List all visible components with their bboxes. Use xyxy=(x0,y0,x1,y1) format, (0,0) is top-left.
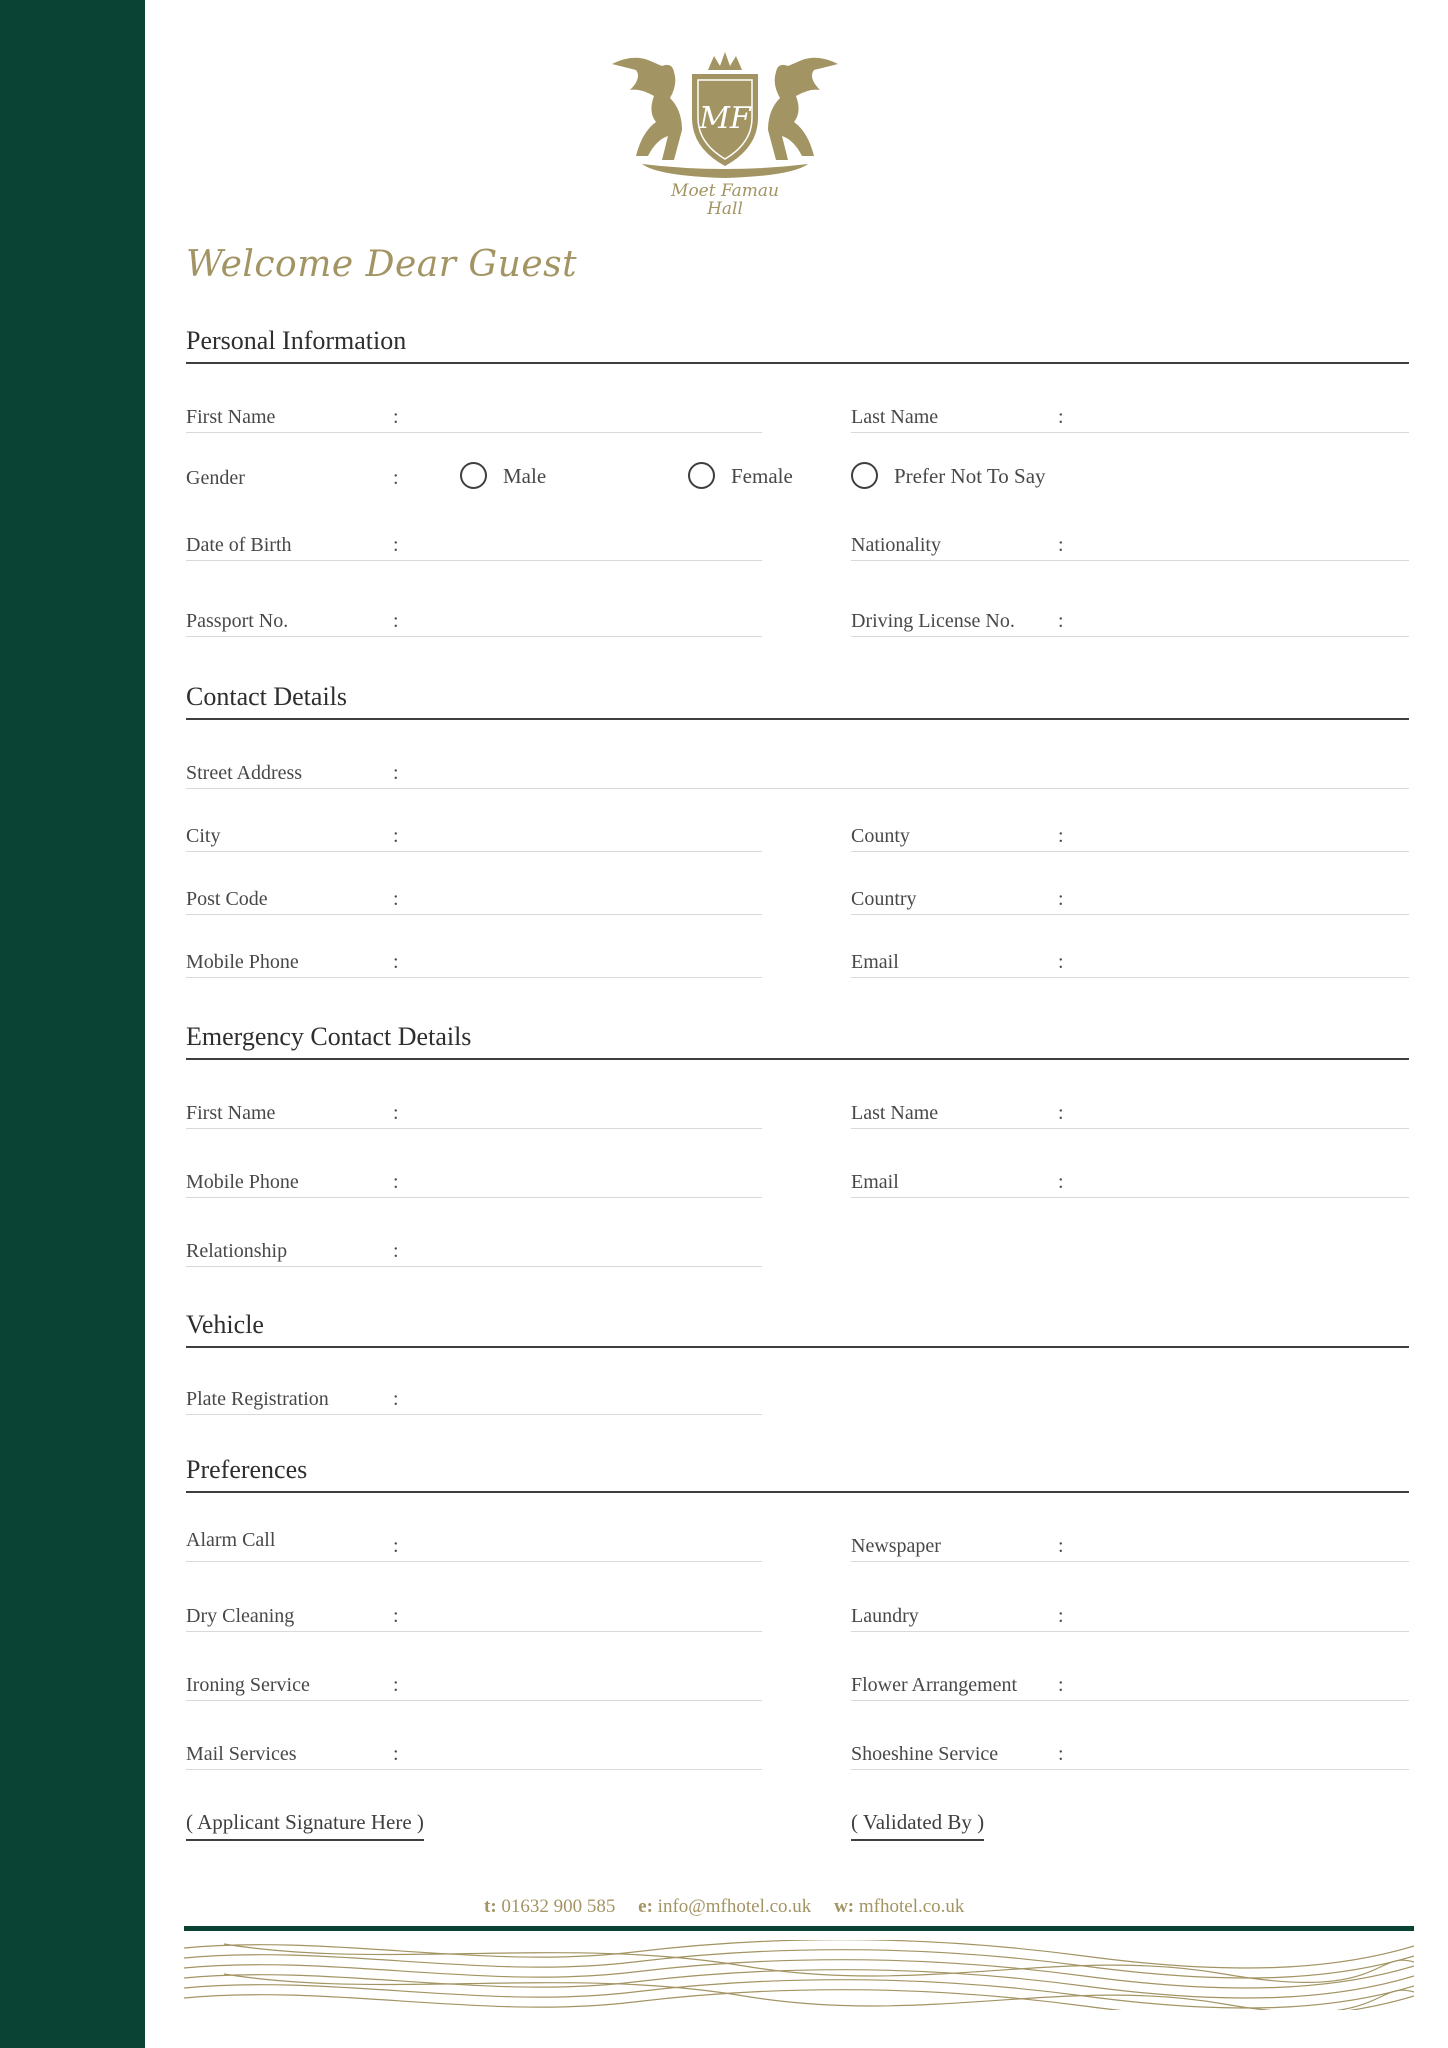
emergency-last-name-field[interactable]: Last Name : xyxy=(851,1104,1409,1129)
section-title: Vehicle xyxy=(186,1310,264,1339)
sidebar-band xyxy=(0,0,145,2048)
footer-rule xyxy=(184,1926,1414,1931)
shoeshine-service-field[interactable]: Shoeshine Service : xyxy=(851,1745,1409,1770)
gender-label: Gender xyxy=(186,467,245,489)
laundry-field[interactable]: Laundry : xyxy=(851,1607,1409,1632)
date-of-birth-field[interactable]: Date of Birth : xyxy=(186,536,762,561)
decorative-wave-pattern xyxy=(184,1940,1414,2010)
footer-website: mfhotel.co.uk xyxy=(858,1896,965,1917)
radio-circle[interactable] xyxy=(460,462,487,489)
last-name-field[interactable]: Last Name : xyxy=(851,408,1409,433)
radio-circle[interactable] xyxy=(851,462,878,489)
mobile-phone-field[interactable]: Mobile Phone : xyxy=(186,953,762,978)
field-label: Alarm Call xyxy=(186,1529,276,1551)
section-title: Personal Information xyxy=(186,326,407,355)
field-label: Nationality xyxy=(851,534,941,556)
radio-label: Male xyxy=(503,464,547,488)
section-vehicle xyxy=(186,1306,1409,1348)
field-label: Relationship xyxy=(186,1240,288,1262)
field-label: Shoeshine Service xyxy=(851,1743,999,1765)
field-label: Last Name xyxy=(851,1102,939,1124)
emergency-mobile-field[interactable]: Mobile Phone : xyxy=(186,1173,762,1198)
field-label: Newspaper xyxy=(851,1535,941,1557)
city-field[interactable]: City : xyxy=(186,827,762,852)
web-label: w: xyxy=(834,1896,855,1917)
field-label: Email xyxy=(851,951,899,973)
driving-license-field[interactable]: Driving License No. : xyxy=(851,612,1409,637)
section-title: Emergency Contact Details xyxy=(186,1022,472,1051)
logo-name-line2: Hall xyxy=(707,199,743,219)
field-label: Country xyxy=(851,888,917,910)
radio-label: Female xyxy=(731,464,793,488)
section-personal-information xyxy=(186,322,1409,364)
section-contact-details xyxy=(186,678,1409,720)
field-label: First Name xyxy=(186,406,276,428)
passport-field[interactable]: Passport No. : xyxy=(186,612,762,637)
field-label: Driving License No. xyxy=(851,610,1015,632)
field-label: County xyxy=(851,825,910,847)
field-label: Post Code xyxy=(186,888,268,910)
field-label: Mail Services xyxy=(186,1743,297,1765)
dry-cleaning-field[interactable]: Dry Cleaning : xyxy=(186,1607,762,1632)
alarm-call-field[interactable]: Alarm Call : xyxy=(186,1537,762,1562)
flower-arrangement-field[interactable]: Flower Arrangement : xyxy=(851,1676,1409,1701)
logo-name-line1: Moet Famau xyxy=(671,181,779,201)
field-label: Laundry xyxy=(851,1605,919,1627)
field-label: Dry Cleaning xyxy=(186,1605,295,1627)
applicant-signature-line[interactable]: ( Applicant Signature Here ) xyxy=(186,1810,424,1841)
email-label: e: xyxy=(638,1896,653,1917)
welcome-heading: Welcome Dear Guest xyxy=(186,244,578,285)
field-label: Mobile Phone xyxy=(186,1171,299,1193)
field-label: Last Name xyxy=(851,406,939,428)
field-label: Passport No. xyxy=(186,610,289,632)
hotel-crest-logo xyxy=(612,48,838,220)
field-label: City xyxy=(186,825,221,847)
email-field[interactable]: Email : xyxy=(851,953,1409,978)
plate-registration-field[interactable]: Plate Registration : xyxy=(186,1390,762,1415)
field-label: Mobile Phone xyxy=(186,951,299,973)
newspaper-field[interactable]: Newspaper : xyxy=(851,1537,1409,1562)
logo-monogram: MF xyxy=(699,101,751,136)
field-label: Flower Arrangement xyxy=(851,1674,1018,1696)
radio-circle[interactable] xyxy=(688,462,715,489)
section-title: Contact Details xyxy=(186,682,348,711)
emergency-email-field[interactable]: Email : xyxy=(851,1173,1409,1198)
relationship-field[interactable]: Relationship : xyxy=(186,1242,762,1267)
field-label: Street Address xyxy=(186,762,303,784)
field-label: Email xyxy=(851,1171,899,1193)
validated-by-line[interactable]: ( Validated By ) xyxy=(851,1810,984,1841)
county-field[interactable]: County : xyxy=(851,827,1409,852)
ironing-service-field[interactable]: Ironing Service : xyxy=(186,1676,762,1701)
field-label: Ironing Service xyxy=(186,1674,310,1696)
phone-label: t: xyxy=(484,1896,497,1917)
field-label: Date of Birth xyxy=(186,534,292,556)
post-code-field[interactable]: Post Code : xyxy=(186,890,762,915)
footer-email: info@mfhotel.co.uk xyxy=(657,1896,812,1917)
first-name-field[interactable]: First Name : xyxy=(186,408,762,433)
footer-contact-line xyxy=(484,1896,964,1918)
field-label: Plate Registration xyxy=(186,1388,329,1410)
field-label: First Name xyxy=(186,1102,276,1124)
street-address-field[interactable]: Street Address : xyxy=(186,764,1409,789)
mail-services-field[interactable]: Mail Services : xyxy=(186,1745,762,1770)
nationality-field[interactable]: Nationality : xyxy=(851,536,1409,561)
radio-label: Prefer Not To Say xyxy=(894,464,1046,488)
section-preferences xyxy=(186,1451,1409,1493)
country-field[interactable]: Country : xyxy=(851,890,1409,915)
emergency-first-name-field[interactable]: First Name : xyxy=(186,1104,762,1129)
section-emergency-contact xyxy=(186,1018,1409,1060)
section-title: Preferences xyxy=(186,1455,308,1484)
footer-phone: 01632 900 585 xyxy=(501,1896,616,1917)
